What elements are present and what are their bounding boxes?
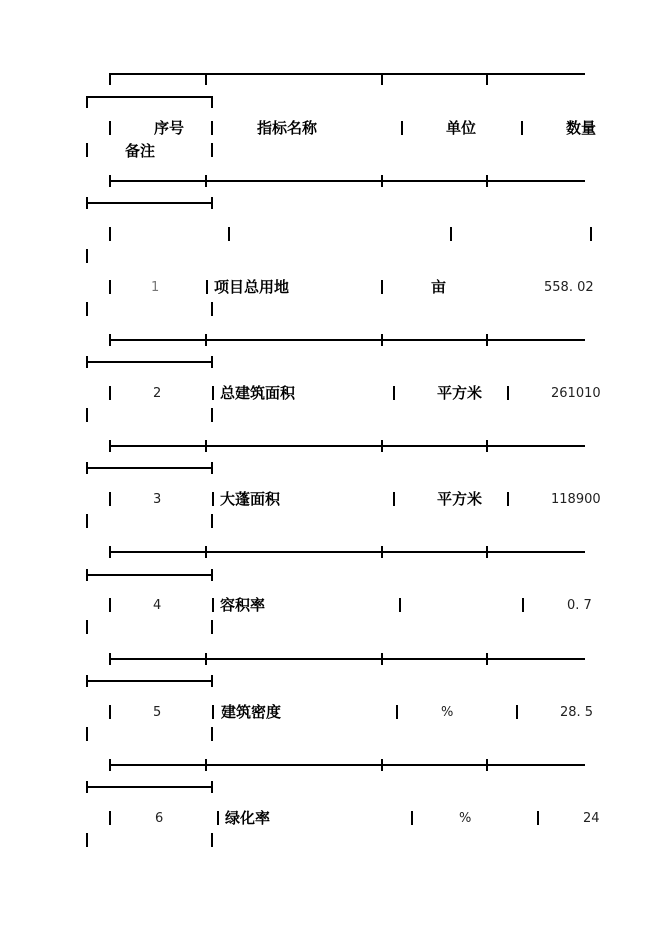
- table-rule: [86, 680, 212, 682]
- cell-separator: [516, 705, 518, 719]
- row-number: 6: [155, 811, 164, 826]
- row-number: 1: [151, 280, 160, 295]
- cell-separator: [86, 514, 88, 528]
- table-rule: [86, 361, 212, 363]
- rule-tick: [486, 546, 488, 558]
- table-rule: [110, 445, 585, 447]
- table-rule: [86, 96, 212, 98]
- header-no: 序号: [154, 119, 185, 137]
- indicator-name: 建筑密度: [221, 703, 282, 721]
- rule-tick: [486, 759, 488, 771]
- indicator-unit: 平方米: [437, 490, 483, 508]
- cell-separator: [393, 492, 395, 506]
- cell-separator: [401, 121, 403, 135]
- cell-separator: [211, 833, 213, 847]
- indicator-name: 总建筑面积: [220, 384, 296, 402]
- rule-tick: [86, 781, 88, 793]
- cell-separator: [521, 121, 523, 135]
- table-rule: [110, 339, 585, 341]
- indicator-quantity: 28. 5: [560, 705, 594, 720]
- indicator-quantity: 118900: [551, 492, 601, 507]
- rule-tick: [86, 96, 88, 108]
- table-rule: [110, 658, 585, 660]
- rule-tick: [486, 653, 488, 665]
- cell-separator: [212, 598, 214, 612]
- table-rule: [110, 551, 585, 553]
- cell-separator: [109, 280, 111, 294]
- indicator-unit: %: [459, 811, 472, 826]
- cell-separator: [109, 121, 111, 135]
- table-rule: [86, 574, 212, 576]
- cell-separator: [109, 227, 111, 241]
- rule-tick: [486, 175, 488, 187]
- cell-separator: [109, 598, 111, 612]
- rule-tick: [205, 334, 207, 346]
- cell-separator: [86, 249, 88, 263]
- table-rule: [110, 180, 585, 182]
- rule-tick: [205, 759, 207, 771]
- rule-tick: [205, 546, 207, 558]
- row-number: 3: [153, 492, 162, 507]
- indicator-name: 项目总用地: [214, 278, 290, 296]
- indicator-name: 容积率: [220, 596, 266, 614]
- rule-tick: [211, 675, 213, 687]
- indicator-quantity: 558. 02: [544, 280, 594, 295]
- header-unit: 单位: [446, 119, 477, 137]
- header-qty: 数量: [566, 119, 597, 137]
- indicator-quantity: 261010: [551, 386, 601, 401]
- cell-separator: [212, 492, 214, 506]
- cell-separator: [211, 121, 213, 135]
- rule-tick: [381, 334, 383, 346]
- indicator-quantity: 0. 7: [567, 598, 592, 613]
- cell-separator: [211, 143, 213, 157]
- table-rule: [86, 467, 212, 469]
- cell-separator: [396, 705, 398, 719]
- cell-separator: [109, 386, 111, 400]
- rule-tick: [86, 356, 88, 368]
- cell-separator: [86, 143, 88, 157]
- rule-tick: [211, 462, 213, 474]
- cell-separator: [86, 620, 88, 634]
- rule-tick: [211, 356, 213, 368]
- rule-tick: [486, 440, 488, 452]
- rule-tick: [86, 675, 88, 687]
- cell-separator: [109, 705, 111, 719]
- rule-tick: [205, 73, 207, 85]
- rule-tick: [86, 569, 88, 581]
- rule-tick: [86, 462, 88, 474]
- rule-tick: [211, 781, 213, 793]
- cell-separator: [450, 227, 452, 241]
- rule-tick: [486, 73, 488, 85]
- rule-tick: [109, 546, 111, 558]
- rule-tick: [109, 175, 111, 187]
- cell-separator: [211, 727, 213, 741]
- cell-separator: [86, 833, 88, 847]
- rule-tick: [86, 197, 88, 209]
- rule-tick: [109, 653, 111, 665]
- cell-separator: [217, 811, 219, 825]
- cell-separator: [522, 598, 524, 612]
- rule-tick: [205, 653, 207, 665]
- cell-separator: [411, 811, 413, 825]
- row-number: 5: [153, 705, 162, 720]
- cell-separator: [393, 386, 395, 400]
- rule-tick: [211, 96, 213, 108]
- rule-tick: [211, 569, 213, 581]
- header-remark: 备注: [125, 142, 156, 160]
- table-rule: [86, 786, 212, 788]
- rule-tick: [109, 440, 111, 452]
- rule-tick: [381, 546, 383, 558]
- rule-tick: [381, 653, 383, 665]
- table-rule: [110, 73, 585, 75]
- cell-separator: [537, 811, 539, 825]
- rule-tick: [205, 175, 207, 187]
- cell-separator: [211, 620, 213, 634]
- cell-separator: [109, 492, 111, 506]
- row-number: 4: [153, 598, 162, 613]
- cell-separator: [86, 302, 88, 316]
- cell-separator: [228, 227, 230, 241]
- cell-separator: [206, 280, 208, 294]
- cell-separator: [211, 514, 213, 528]
- indicator-name: 绿化率: [225, 809, 271, 827]
- rule-tick: [381, 73, 383, 85]
- row-number: 2: [153, 386, 162, 401]
- cell-separator: [212, 386, 214, 400]
- cell-separator: [381, 280, 383, 294]
- table-rule: [110, 764, 585, 766]
- rule-tick: [109, 334, 111, 346]
- cell-separator: [86, 408, 88, 422]
- rule-tick: [211, 197, 213, 209]
- rule-tick: [486, 334, 488, 346]
- cell-separator: [212, 705, 214, 719]
- header-name: 指标名称: [257, 119, 318, 137]
- indicator-quantity: 24: [583, 811, 600, 826]
- cell-separator: [211, 302, 213, 316]
- cell-separator: [590, 227, 592, 241]
- cell-separator: [86, 727, 88, 741]
- rule-tick: [109, 759, 111, 771]
- cell-separator: [109, 811, 111, 825]
- indicator-name: 大蓬面积: [220, 490, 281, 508]
- indicator-unit: 亩: [431, 278, 447, 296]
- rule-tick: [381, 175, 383, 187]
- cell-separator: [211, 408, 213, 422]
- cell-separator: [507, 386, 509, 400]
- rule-tick: [109, 73, 111, 85]
- table-rule: [86, 202, 212, 204]
- rule-tick: [381, 440, 383, 452]
- indicator-unit: 平方米: [437, 384, 483, 402]
- cell-separator: [399, 598, 401, 612]
- rule-tick: [205, 440, 207, 452]
- cell-separator: [507, 492, 509, 506]
- rule-tick: [381, 759, 383, 771]
- indicator-unit: %: [441, 705, 454, 720]
